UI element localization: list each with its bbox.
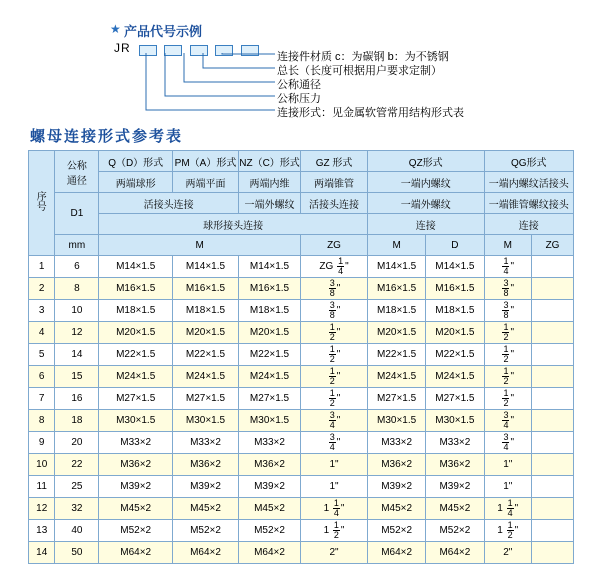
cell-gz-zg: $\frac{3}{8}$ " xyxy=(301,278,368,300)
cell-qz-m: M24×1.5 xyxy=(367,366,425,388)
cell-qg-m: $\frac{1}{2}$ " xyxy=(484,344,532,366)
cell-qd-m: M39×2 xyxy=(99,476,173,498)
cell-qd-m: M64×2 xyxy=(99,542,173,564)
cell-index: 7 xyxy=(29,388,55,410)
cell-qz-d: M27×1.5 xyxy=(426,388,484,410)
cell-index: 2 xyxy=(29,278,55,300)
col-header-nzc: NZ（C）形式 xyxy=(238,151,300,172)
subheader-gz-internal-thread: 活接头连接 xyxy=(301,193,368,214)
cell-gz-zg: $\frac{3}{4}$ " xyxy=(301,432,368,454)
table-header-row xyxy=(29,172,574,193)
cell-qg-m: $\frac{1}{4}$ " xyxy=(484,256,532,278)
cell-qg-m: $\frac{1}{2}$ " xyxy=(484,322,532,344)
cell-index: 11 xyxy=(29,476,55,498)
code-prefix: JR xyxy=(114,41,131,55)
cell-nzc-m: M52×2 xyxy=(238,520,300,542)
cell-index: 13 xyxy=(29,520,55,542)
cell-nzc-m: M27×1.5 xyxy=(238,388,300,410)
unit-m: M xyxy=(99,235,301,256)
cell-qz-d: M39×2 xyxy=(426,476,484,498)
cell-qz-d: M16×1.5 xyxy=(426,278,484,300)
table-header-row xyxy=(29,235,574,256)
cell-qd-m: M18×1.5 xyxy=(99,300,173,322)
cell-index: 5 xyxy=(29,344,55,366)
subheader-ball-joint-connection: 球形接头连接 xyxy=(99,214,368,235)
cell-qg-zg xyxy=(532,344,574,366)
cell-qz-m: M33×2 xyxy=(367,432,425,454)
cell-qz-d: M36×2 xyxy=(426,454,484,476)
cell-qg-zg xyxy=(532,256,574,278)
col-header-gz: GZ 形式 xyxy=(301,151,368,172)
col-header-qg: QG形式 xyxy=(484,151,573,172)
subheader-qd-shape: 两端球形 xyxy=(99,172,173,193)
cell-pma-m: M39×2 xyxy=(173,476,239,498)
cell-nominal-diameter: 8 xyxy=(55,278,99,300)
cell-qg-zg xyxy=(532,366,574,388)
cell-nominal-diameter: 18 xyxy=(55,410,99,432)
subheader-qz-external-thread: 一端外螺纹 xyxy=(367,193,484,214)
table-row xyxy=(29,256,574,278)
cell-qg-zg xyxy=(532,520,574,542)
col-header-nominal-diameter: 公称 通径 xyxy=(55,151,99,193)
subheader-qg-shape: 一端内螺纹活接头 xyxy=(484,172,573,193)
cell-index: 9 xyxy=(29,432,55,454)
cell-gz-zg: 1" xyxy=(301,454,368,476)
cell-pma-m: M27×1.5 xyxy=(173,388,239,410)
unit-qg-m: M xyxy=(484,235,532,256)
unit-mm: mm xyxy=(55,235,99,256)
unit-qz-d: D xyxy=(426,235,484,256)
cell-gz-zg: ZG $\frac{1}{4}$ " xyxy=(301,256,368,278)
cell-index: 1 xyxy=(29,256,55,278)
subheader-qz-shape: 一端内螺纹 xyxy=(367,172,484,193)
legend-item-material: 连接件材质 c：为碳钢 b：为不锈钢 xyxy=(277,51,449,63)
cell-qg-m: $\frac{3}{8}$ " xyxy=(484,278,532,300)
cell-gz-zg: $\frac{3}{8}$ " xyxy=(301,300,368,322)
cell-qd-m: M20×1.5 xyxy=(99,322,173,344)
table-row xyxy=(29,322,574,344)
cell-nzc-m: M36×2 xyxy=(238,454,300,476)
cell-nominal-diameter: 40 xyxy=(55,520,99,542)
col-header-pma: PM（A）形式 xyxy=(173,151,239,172)
table-row xyxy=(29,520,574,542)
cell-pma-m: M22×1.5 xyxy=(173,344,239,366)
cell-qg-zg xyxy=(532,388,574,410)
cell-index: 10 xyxy=(29,454,55,476)
unit-zg: ZG xyxy=(301,235,368,256)
cell-qd-m: M52×2 xyxy=(99,520,173,542)
cell-qg-m: 1" xyxy=(484,454,532,476)
cell-pma-m: M64×2 xyxy=(173,542,239,564)
cell-qz-d: M20×1.5 xyxy=(426,322,484,344)
cell-qg-zg xyxy=(532,454,574,476)
cell-nzc-m: M64×2 xyxy=(238,542,300,564)
cell-qg-m: 1 $\frac{1}{4}$ " xyxy=(484,498,532,520)
cell-gz-zg: $\frac{1}{2}$ " xyxy=(301,344,368,366)
cell-qg-m: 1 $\frac{1}{2}$ " xyxy=(484,520,532,542)
table-row xyxy=(29,366,574,388)
subheader-qg-connection: 连接 xyxy=(484,214,573,235)
subheader-pma-shape: 两端平面 xyxy=(173,172,239,193)
cell-qz-m: M22×1.5 xyxy=(367,344,425,366)
cell-qg-m: $\frac{3}{8}$ " xyxy=(484,300,532,322)
cell-nzc-m: M33×2 xyxy=(238,432,300,454)
cell-qz-d: M24×1.5 xyxy=(426,366,484,388)
cell-nzc-m: M18×1.5 xyxy=(238,300,300,322)
table-head xyxy=(29,151,574,256)
cell-nominal-diameter: 50 xyxy=(55,542,99,564)
cell-gz-zg: 1 $\frac{1}{4}$ " xyxy=(301,498,368,520)
cell-qd-m: M30×1.5 xyxy=(99,410,173,432)
cell-gz-zg: 1" xyxy=(301,476,368,498)
diagram-title: 产品代号示例 xyxy=(124,24,203,39)
cell-nominal-diameter: 15 xyxy=(55,366,99,388)
cell-pma-m: M33×2 xyxy=(173,432,239,454)
cell-nzc-m: M14×1.5 xyxy=(238,256,300,278)
table-row xyxy=(29,388,574,410)
cell-index: 12 xyxy=(29,498,55,520)
cell-gz-zg: $\frac{1}{2}$ " xyxy=(301,322,368,344)
cell-qz-d: M18×1.5 xyxy=(426,300,484,322)
cell-pma-m: M14×1.5 xyxy=(173,256,239,278)
cell-qg-m: $\frac{3}{4}$ " xyxy=(484,410,532,432)
cell-qz-m: M64×2 xyxy=(367,542,425,564)
cell-gz-zg: $\frac{3}{4}$ " xyxy=(301,410,368,432)
subheader-d1: D1 xyxy=(55,193,99,235)
cell-nominal-diameter: 16 xyxy=(55,388,99,410)
cell-pma-m: M30×1.5 xyxy=(173,410,239,432)
cell-qg-zg xyxy=(532,410,574,432)
cell-pma-m: M20×1.5 xyxy=(173,322,239,344)
cell-nzc-m: M16×1.5 xyxy=(238,278,300,300)
cell-qd-m: M14×1.5 xyxy=(99,256,173,278)
cell-qz-m: M14×1.5 xyxy=(367,256,425,278)
cell-qz-d: M30×1.5 xyxy=(426,410,484,432)
table-row xyxy=(29,344,574,366)
cell-qz-d: M14×1.5 xyxy=(426,256,484,278)
legend-item-nominal-pressure: 公称压力 xyxy=(277,93,321,105)
cell-qg-zg xyxy=(532,278,574,300)
legend-item-length: 总长（长度可根据用户要求定制） xyxy=(277,65,442,77)
table-row xyxy=(29,300,574,322)
cell-nzc-m: M24×1.5 xyxy=(238,366,300,388)
cell-gz-zg: 1 $\frac{1}{2}$ " xyxy=(301,520,368,542)
subheader-union-connection: 活接头连接 xyxy=(99,193,239,214)
cell-nominal-diameter: 22 xyxy=(55,454,99,476)
cell-gz-zg: 2" xyxy=(301,542,368,564)
table-row xyxy=(29,542,574,564)
cell-index: 8 xyxy=(29,410,55,432)
subheader-qg-taper-joint: 一端锥管螺纹接头 xyxy=(484,193,573,214)
cell-qd-m: M22×1.5 xyxy=(99,344,173,366)
table-header-row xyxy=(29,193,574,214)
cell-index: 14 xyxy=(29,542,55,564)
cell-qz-m: M39×2 xyxy=(367,476,425,498)
unit-qg-zg: ZG xyxy=(532,235,574,256)
cell-nominal-diameter: 10 xyxy=(55,300,99,322)
cell-qg-zg xyxy=(532,322,574,344)
table-header-row xyxy=(29,214,574,235)
cell-nominal-diameter: 32 xyxy=(55,498,99,520)
cell-qg-zg xyxy=(532,432,574,454)
cell-pma-m: M24×1.5 xyxy=(173,366,239,388)
legend-item-nominal-diameter: 公称通径 xyxy=(277,79,321,91)
cell-qg-zg xyxy=(532,498,574,520)
cell-qg-m: $\frac{1}{2}$ " xyxy=(484,388,532,410)
cell-qz-m: M18×1.5 xyxy=(367,300,425,322)
cell-qg-m: $\frac{3}{4}$ " xyxy=(484,432,532,454)
table-header-row xyxy=(29,151,574,172)
legend-item-connection-type: 连接形式：见金属软管常用结构形式表 xyxy=(277,107,464,119)
page-title: 螺母连接形式参考表 xyxy=(30,128,184,145)
cell-nzc-m: M39×2 xyxy=(238,476,300,498)
cell-nzc-m: M20×1.5 xyxy=(238,322,300,344)
cell-gz-zg: $\frac{1}{2}$ " xyxy=(301,366,368,388)
cell-nzc-m: M22×1.5 xyxy=(238,344,300,366)
cell-qd-m: M45×2 xyxy=(99,498,173,520)
nut-connection-table xyxy=(28,150,574,564)
cell-index: 3 xyxy=(29,300,55,322)
table-row xyxy=(29,476,574,498)
product-code-diagram xyxy=(0,0,600,120)
cell-qz-m: M16×1.5 xyxy=(367,278,425,300)
cell-qg-zg xyxy=(532,300,574,322)
cell-qg-m: 1" xyxy=(484,476,532,498)
cell-qz-m: M52×2 xyxy=(367,520,425,542)
table-row xyxy=(29,432,574,454)
table-row xyxy=(29,498,574,520)
cell-nominal-diameter: 25 xyxy=(55,476,99,498)
cell-qd-m: M33×2 xyxy=(99,432,173,454)
cell-pma-m: M45×2 xyxy=(173,498,239,520)
cell-qd-m: M24×1.5 xyxy=(99,366,173,388)
subheader-gz-shape: 两端锥管 xyxy=(301,172,368,193)
cell-nominal-diameter: 6 xyxy=(55,256,99,278)
cell-pma-m: M52×2 xyxy=(173,520,239,542)
cell-qg-m: $\frac{1}{2}$ " xyxy=(484,366,532,388)
cell-pma-m: M36×2 xyxy=(173,454,239,476)
subheader-nzc-union: 一端外螺纹 xyxy=(238,193,300,214)
cell-qz-m: M30×1.5 xyxy=(367,410,425,432)
cell-qg-zg xyxy=(532,476,574,498)
cell-qg-m: 2" xyxy=(484,542,532,564)
cell-qz-m: M36×2 xyxy=(367,454,425,476)
cell-qz-m: M27×1.5 xyxy=(367,388,425,410)
cell-pma-m: M18×1.5 xyxy=(173,300,239,322)
cell-qz-m: M45×2 xyxy=(367,498,425,520)
table-row xyxy=(29,278,574,300)
col-header-qz: QZ形式 xyxy=(367,151,484,172)
nut-connection-table-wrap xyxy=(28,150,574,564)
cell-nominal-diameter: 14 xyxy=(55,344,99,366)
cell-qz-d: M52×2 xyxy=(426,520,484,542)
cell-qd-m: M16×1.5 xyxy=(99,278,173,300)
star-icon: ★ xyxy=(110,22,121,36)
cell-pma-m: M16×1.5 xyxy=(173,278,239,300)
cell-nominal-diameter: 12 xyxy=(55,322,99,344)
cell-qz-m: M20×1.5 xyxy=(367,322,425,344)
cell-nzc-m: M45×2 xyxy=(238,498,300,520)
table-row xyxy=(29,454,574,476)
cell-qg-zg xyxy=(532,542,574,564)
cell-qz-d: M22×1.5 xyxy=(426,344,484,366)
cell-gz-zg: $\frac{1}{2}$ " xyxy=(301,388,368,410)
subheader-nzc-shape: 两端内维 xyxy=(238,172,300,193)
col-header-qd: Q（D）形式 xyxy=(99,151,173,172)
cell-qd-m: M36×2 xyxy=(99,454,173,476)
cell-qz-d: M64×2 xyxy=(426,542,484,564)
cell-nominal-diameter: 20 xyxy=(55,432,99,454)
cell-qd-m: M27×1.5 xyxy=(99,388,173,410)
col-header-index: 序 号 xyxy=(29,151,55,256)
subheader-qz-connection: 连接 xyxy=(367,214,484,235)
cell-qz-d: M45×2 xyxy=(426,498,484,520)
cell-index: 6 xyxy=(29,366,55,388)
cell-qz-d: M33×2 xyxy=(426,432,484,454)
cell-index: 4 xyxy=(29,322,55,344)
table-row xyxy=(29,410,574,432)
cell-nzc-m: M30×1.5 xyxy=(238,410,300,432)
unit-qz-m: M xyxy=(367,235,425,256)
table-body xyxy=(29,256,574,564)
